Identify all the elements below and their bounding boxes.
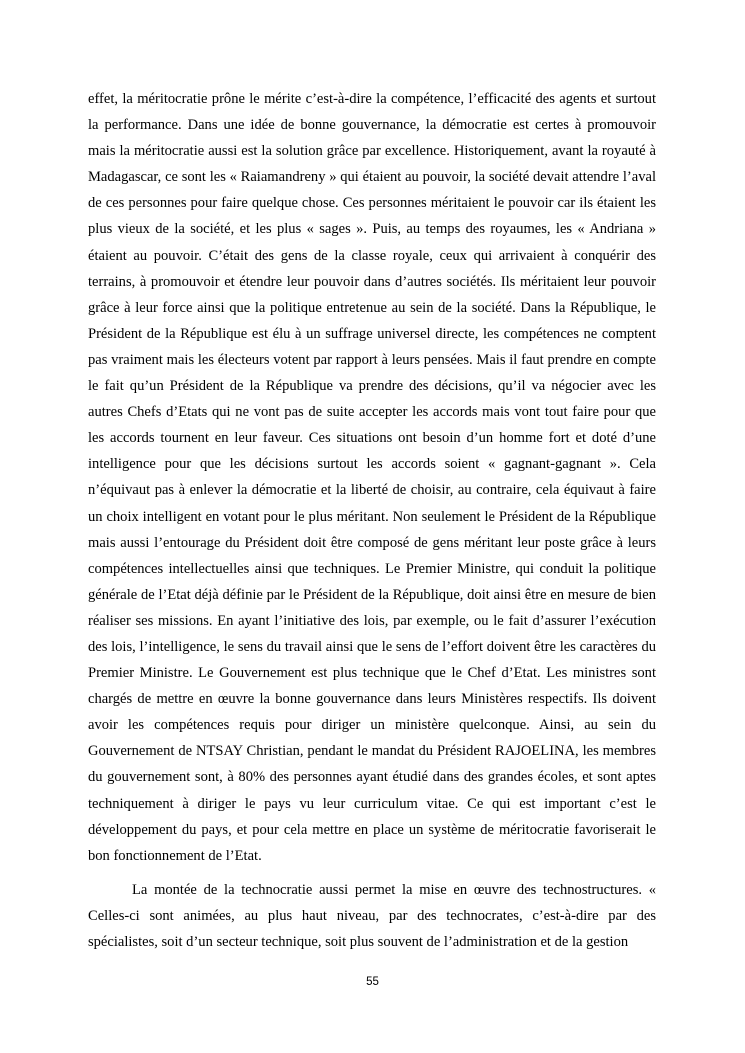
- body-paragraph-1: effet, la méritocratie prône le mérite c’est-à-dire la compétence, l’efficacité des agents et surtout la performance. Dans une idée de bonne gouvernance, la démocratie est certes à promouvoir mais la méritocratie aussi est la solution grâce par excellence. Historiquement, avant la royauté à Madagascar, ce sont les « Raiamandreny » qui étaient au pouvoir, la société devait attendre l’aval de ces personnes pour faire quelque chose. Ces personnes méritaient le pouvoir car ils étaient les plus vieux de la société, et les plus « sages ». Puis, au temps des royaumes, les « Andriana » étaient au pouvoir. C’était des gens de la classe royale, ceux qui arrivaient à conquérir des terrains, à promouvoir et étendre leur pouvoir dans d’autres sociétés. Ils méritaient leur pouvoir grâce à leur force ainsi que la politique entretenue au sein de la société. Dans la République, le Président de la République est élu à un suffrage universel directe, les compétences ne comptent pas vraiment mais les électeurs votent par rapport à leurs pensées. Mais il faut prendre en compte le fait qu’un Président de la République va prendre des décisions, qu’il va négocier avec les autres Chefs d’Etats qui ne vont pas de suite accepter les accords mais vont tout faire pour que les accords tournent en leur faveur. Ces situations ont besoin d’un homme fort et doté d’une intelligence pour que les décisions surtout les accords soient « gagnant-gagnant ». Cela n’équivaut pas à enlever la démocratie et la liberté de choisir, au contraire, cela équivaut à faire un choix intelligent en votant pour le plus méritant. Non seulement le Président de la République mais aussi l’entourage du Président doit être composé de gens méritant leur poste grâce à leurs compétences intellectuelles ainsi que techniques. Le Premier Ministre, qui conduit la politique générale de l’Etat déjà définie par le Président de la République, doit ainsi être en mesure de bien réaliser ses missions. En ayant l’initiative des lois, par exemple, ou le fait d’assurer l’exécution des lois, l’intelligence, le sens du travail ainsi que le sens de l’effort doivent être les caractères du Premier Ministre. Le Gouvernement est plus technique que le Chef d’Etat. Les ministres sont chargés de mettre en œuvre la bonne gouvernance dans leurs Ministères respectifs. Ils doivent avoir les compétences requis pour diriger un ministère quelconque. Ainsi, au sein du Gouvernement de NTSAY Christian, pendant le mandat du Président RAJOELINA, les membres du gouvernement sont, à 80% des personnes ayant étudié dans des grandes écoles, et sont aptes techniquement à diriger le pays vu leur curriculum vitae. Ce qui est important c’est le développement du pays, et pour cela mettre en place un système de méritocratie favoriserait le bon fonctionnement de l’Etat.: [88, 91, 656, 864]
- document-page: [88, 86, 656, 955]
- page-number: 55: [366, 976, 379, 988]
- body-paragraph-2: La montée de la technocratie aussi permet la mise en œuvre des technostructures. « Celles-ci sont animées, au plus haut niveau, par des technocrates, c’est-à-dire par des spécialistes, soit d’un secteur technique, soit plus souvent de l’administration et de la gestion: [88, 881, 656, 950]
